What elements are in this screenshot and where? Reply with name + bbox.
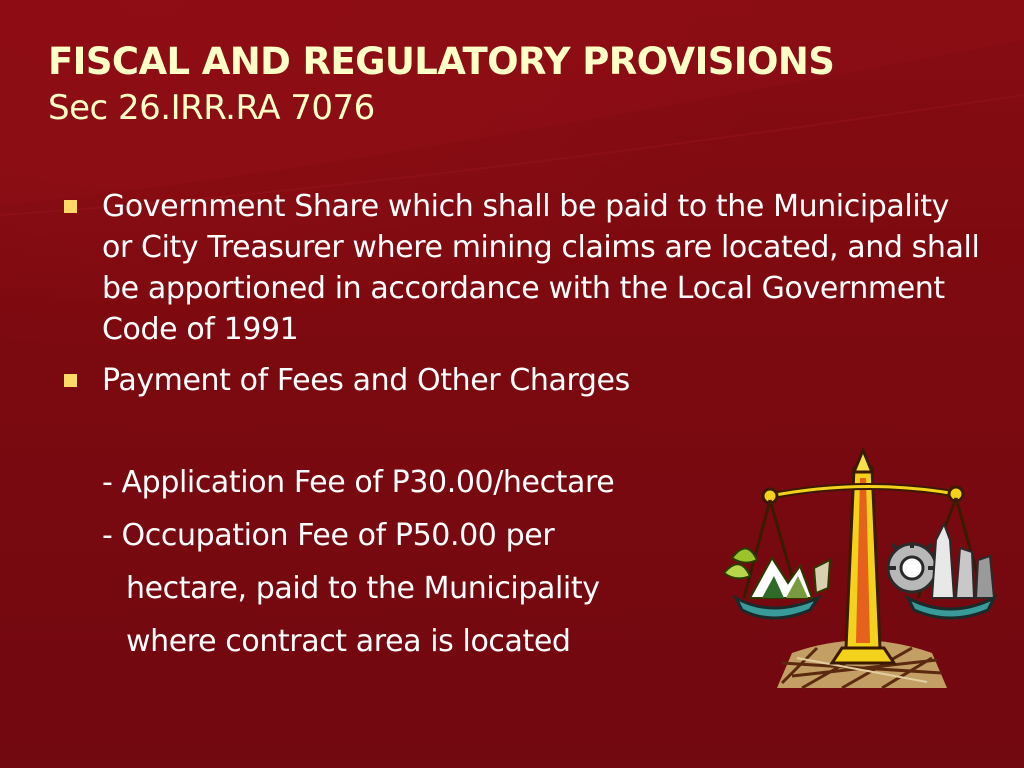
slide-subtitle: Sec 26.IRR.RA 7076 [48, 88, 375, 128]
sub-line-application-fee: - Application Fee of P30.00/hectare [102, 465, 615, 500]
bullet-square-icon [64, 200, 77, 213]
balance-scale-icon [722, 448, 1004, 692]
bullet-square-icon [64, 374, 77, 387]
title-block [48, 38, 988, 130]
slide-title: FISCAL AND REGULATORY PROVISIONS [48, 40, 835, 83]
bullet-text: Payment of Fees and Other Charges [102, 363, 630, 398]
bullet-item [62, 360, 962, 401]
bullet-text: Government Share which shall be paid to the Municipality or City Treasurer where mining claims are located, and shall be apportioned in accordance with the Local Government Code of 1991 [102, 189, 980, 347]
sub-line-occupation-fee: - Occupation Fee of P50.00 per [102, 518, 555, 553]
bullet-item [62, 186, 982, 350]
bullet-list [62, 186, 980, 401]
sub-line-continuation: where contract area is located [126, 624, 571, 659]
sub-line-continuation: hectare, paid to the Municipality [126, 571, 600, 606]
